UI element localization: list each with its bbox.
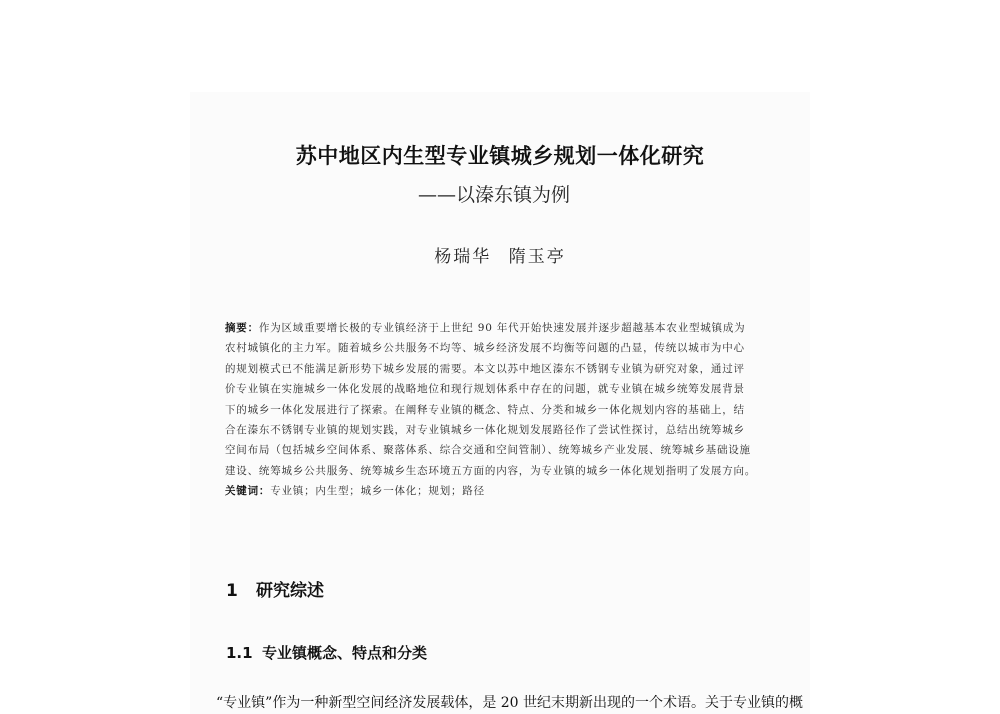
abstract-line: 下的城乡一体化发展进行了探索。在阐释专业镇的概念、特点、分类和城乡一体化规划内容的基础上，结	[225, 403, 745, 416]
keywords	[225, 483, 485, 498]
section-heading-1	[226, 576, 324, 601]
abstract-label: 摘要：	[225, 322, 259, 334]
abstract-line	[225, 318, 770, 338]
abstract-line: 空间布局（包括城乡空间体系、聚落体系、综合交通和空间管制）、统筹城乡产业发展、统筹城乡基础设施	[225, 444, 751, 457]
paper-subtitle: ——以溱东镇为例	[418, 184, 571, 206]
body-paragraph-first-line: “专业镇”作为一种新型空间经济发展载体，是 20 世纪末期新出现的一个术语。关于专业镇的概	[216, 695, 804, 711]
subsection-number: 1.1	[226, 644, 253, 662]
paper-authors: 杨瑞华 隋玉亭	[434, 247, 566, 267]
abstract-line: 合在溱东不锈钢专业镇的规划实践，对专业镇城乡一体化规划发展路径作了尝试性探讨，总结出统筹城乡	[225, 424, 745, 437]
abstract-line: 的规划模式已不能满足新形势下城乡发展的需要。本文以苏中地区溱东不锈钢专业镇为研究对象，通过评	[225, 362, 745, 375]
keywords-label: 关键词：	[225, 485, 271, 497]
subsection-title: 专业镇概念、特点和分类	[262, 644, 428, 662]
section-title: 研究综述	[256, 581, 324, 601]
subsection-heading-1-1	[226, 642, 427, 663]
keywords-text: 专业镇；内生型；城乡一体化；规划；路径	[270, 485, 485, 497]
abstract-line: 农村城镇化的主力军。随着城乡公共服务不均等、城乡经济发展不均衡等问题的凸显，传统以城市为中心	[225, 342, 745, 355]
abstract	[225, 318, 770, 481]
abstract-text: 作为区域重要增长极的专业镇经济于上世纪 90 年代开始快速发展并逐步超越基本农业型城镇成为	[258, 322, 746, 334]
abstract-line: 建设、统筹城乡公共服务、统筹城乡生态环境五方面的内容，为专业镇的城乡一体化规划指明了发展方向。	[225, 464, 757, 477]
abstract-line: 价专业镇在实施城乡一体化发展的战略地位和现行规划体系中存在的问题，就专业镇在城乡统筹发展背景	[225, 383, 745, 396]
paper-title: 苏中地区内生型专业镇城乡规划一体化研究	[295, 144, 705, 168]
section-number: 1	[226, 581, 238, 601]
